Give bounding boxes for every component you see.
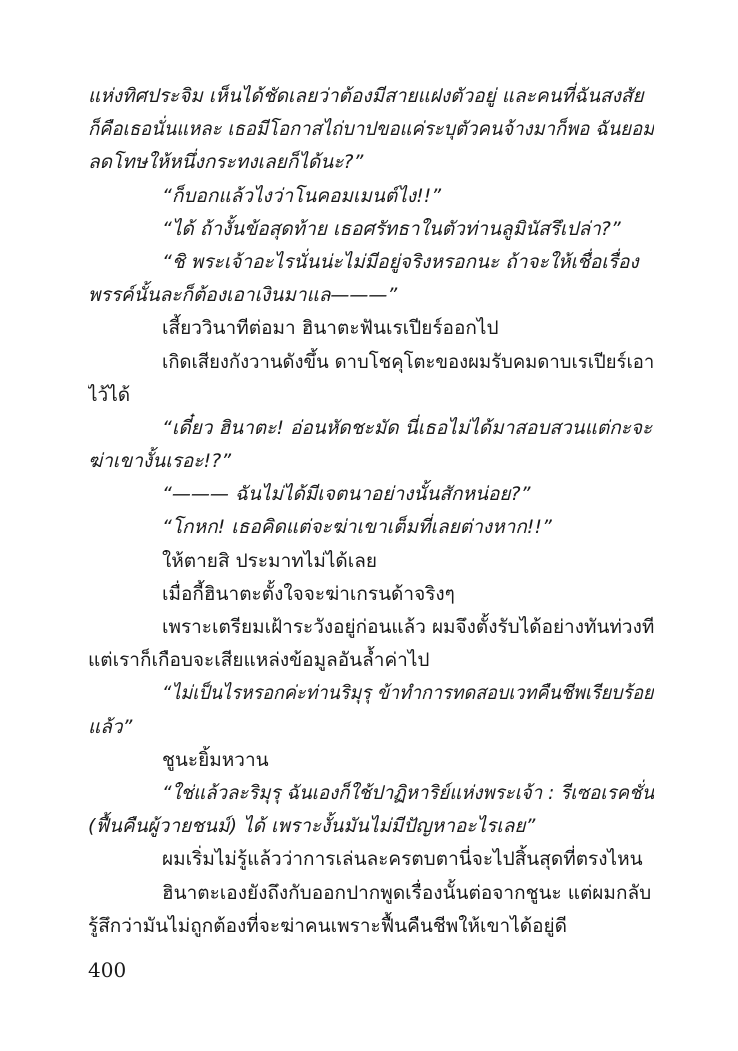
text-line: “ใช่แล้วละริมุรุ ฉันเองก็ใช้ปาฏิหาริย์แห่งพระเจ้า : รีเซอเรคชั่น	[162, 781, 654, 804]
text-line: “——— ฉันไม่ได้มีเจตนาอย่างนั้นสักหน่อย?”	[162, 483, 531, 506]
text-line: พรรค์นั้นละก็ต้องเอาเงินมาแล———”	[88, 284, 398, 307]
body-text	[88, 80, 654, 943]
text-line: ลดโทษให้หนึ่งกระทงเลยก็ได้นะ?”	[88, 151, 364, 174]
text-line: “ชิ พระเจ้าอะไรนั่นน่ะไม่มีอยู่จริงหรอกนะ ถ้าจะให้เชื่อเรื่อง	[162, 250, 639, 273]
text-line: แต่เราก็เกือบจะเสียแหล่งข้อมูลอันล้ำค่าไป	[88, 649, 430, 672]
text-line: เสี้ยววินาทีต่อมา ฮินาตะฟันเรเปียร์ออกไป	[162, 317, 499, 340]
text-line: “ไม่เป็นไรหรอกค่ะท่านริมุรุ ข้าทำการทดสอบเวทคืนชีพเรียบร้อย	[162, 682, 654, 705]
text-line: “โกหก! เธอคิดแต่จะฆ่าเขาเต็มที่เลยต่างหาก!!”	[162, 516, 552, 539]
text-line: ฆ่าเขางั้นเรอะ!?”	[88, 450, 232, 473]
text-line: ฮินาตะเองยังถึงกับออกปากพูดเรื่องนั้นต่อจากชูนะ แต่ผมกลับ	[162, 881, 652, 904]
text-line: แล้ว”	[88, 715, 133, 738]
text-line: (ฟื้นคืนผู้วายชนม์) ได้ เพราะงั้นมันไม่มีปัญหาอะไรเลย”	[88, 815, 536, 838]
text-line: ให้ตายสิ ประมาทไม่ได้เลย	[162, 549, 378, 572]
text-line: ก็คือเธอนั่นแหละ เธอมีโอกาสไถ่บาปขอแค่ระบุตัวคนจ้างมาก็พอ ฉันยอม	[88, 118, 654, 141]
text-line: “เดี๋ยว ฮินาตะ! อ่อนหัดชะมัด นี่เธอไม่ได้มาสอบสวนแต่กะจะ	[162, 416, 653, 439]
text-line: ชูนะยิ้มหวาน	[162, 748, 269, 771]
text-line: เมื่อกี้ฮินาตะตั้งใจจะฆ่าเกรนด้าจริงๆ	[162, 582, 455, 605]
text-line: ไว้ได้	[88, 383, 131, 406]
text-line: รู้สึกว่ามันไม่ถูกต้องที่จะฆ่าคนเพราะฟื้นคืนชีพให้เขาได้อยู่ดี	[88, 914, 567, 937]
text-line: เกิดเสียงกังวานดังขึ้น ดาบโชคุโตะของผมรับคมดาบเรเปียร์เอา	[162, 350, 654, 373]
page-number: 400	[88, 958, 127, 982]
text-line: เพราะเตรียมเฝ้าระวังอยู่ก่อนแล้ว ผมจึงตั้งรับได้อย่างทันท่วงที	[162, 616, 654, 638]
text-line: “ก็บอกแล้วไงว่าโนคอมเมนต์ไง!!”	[162, 184, 442, 207]
text-line: “ได้ ถ้างั้นข้อสุดท้าย เธอศรัทธาในตัวท่านลูมินัสรึเปล่า?”	[162, 217, 621, 240]
text-line: แห่งทิศประจิม เห็นได้ชัดเลยว่าต้องมีสายแฝงตัวอยู่ และคนที่ฉันสงสัย	[88, 85, 644, 107]
text-line: ผมเริ่มไม่รู้แล้วว่าการเล่นละครตบตานี่จะไปสิ้นสุดที่ตรงไหน	[162, 848, 643, 871]
